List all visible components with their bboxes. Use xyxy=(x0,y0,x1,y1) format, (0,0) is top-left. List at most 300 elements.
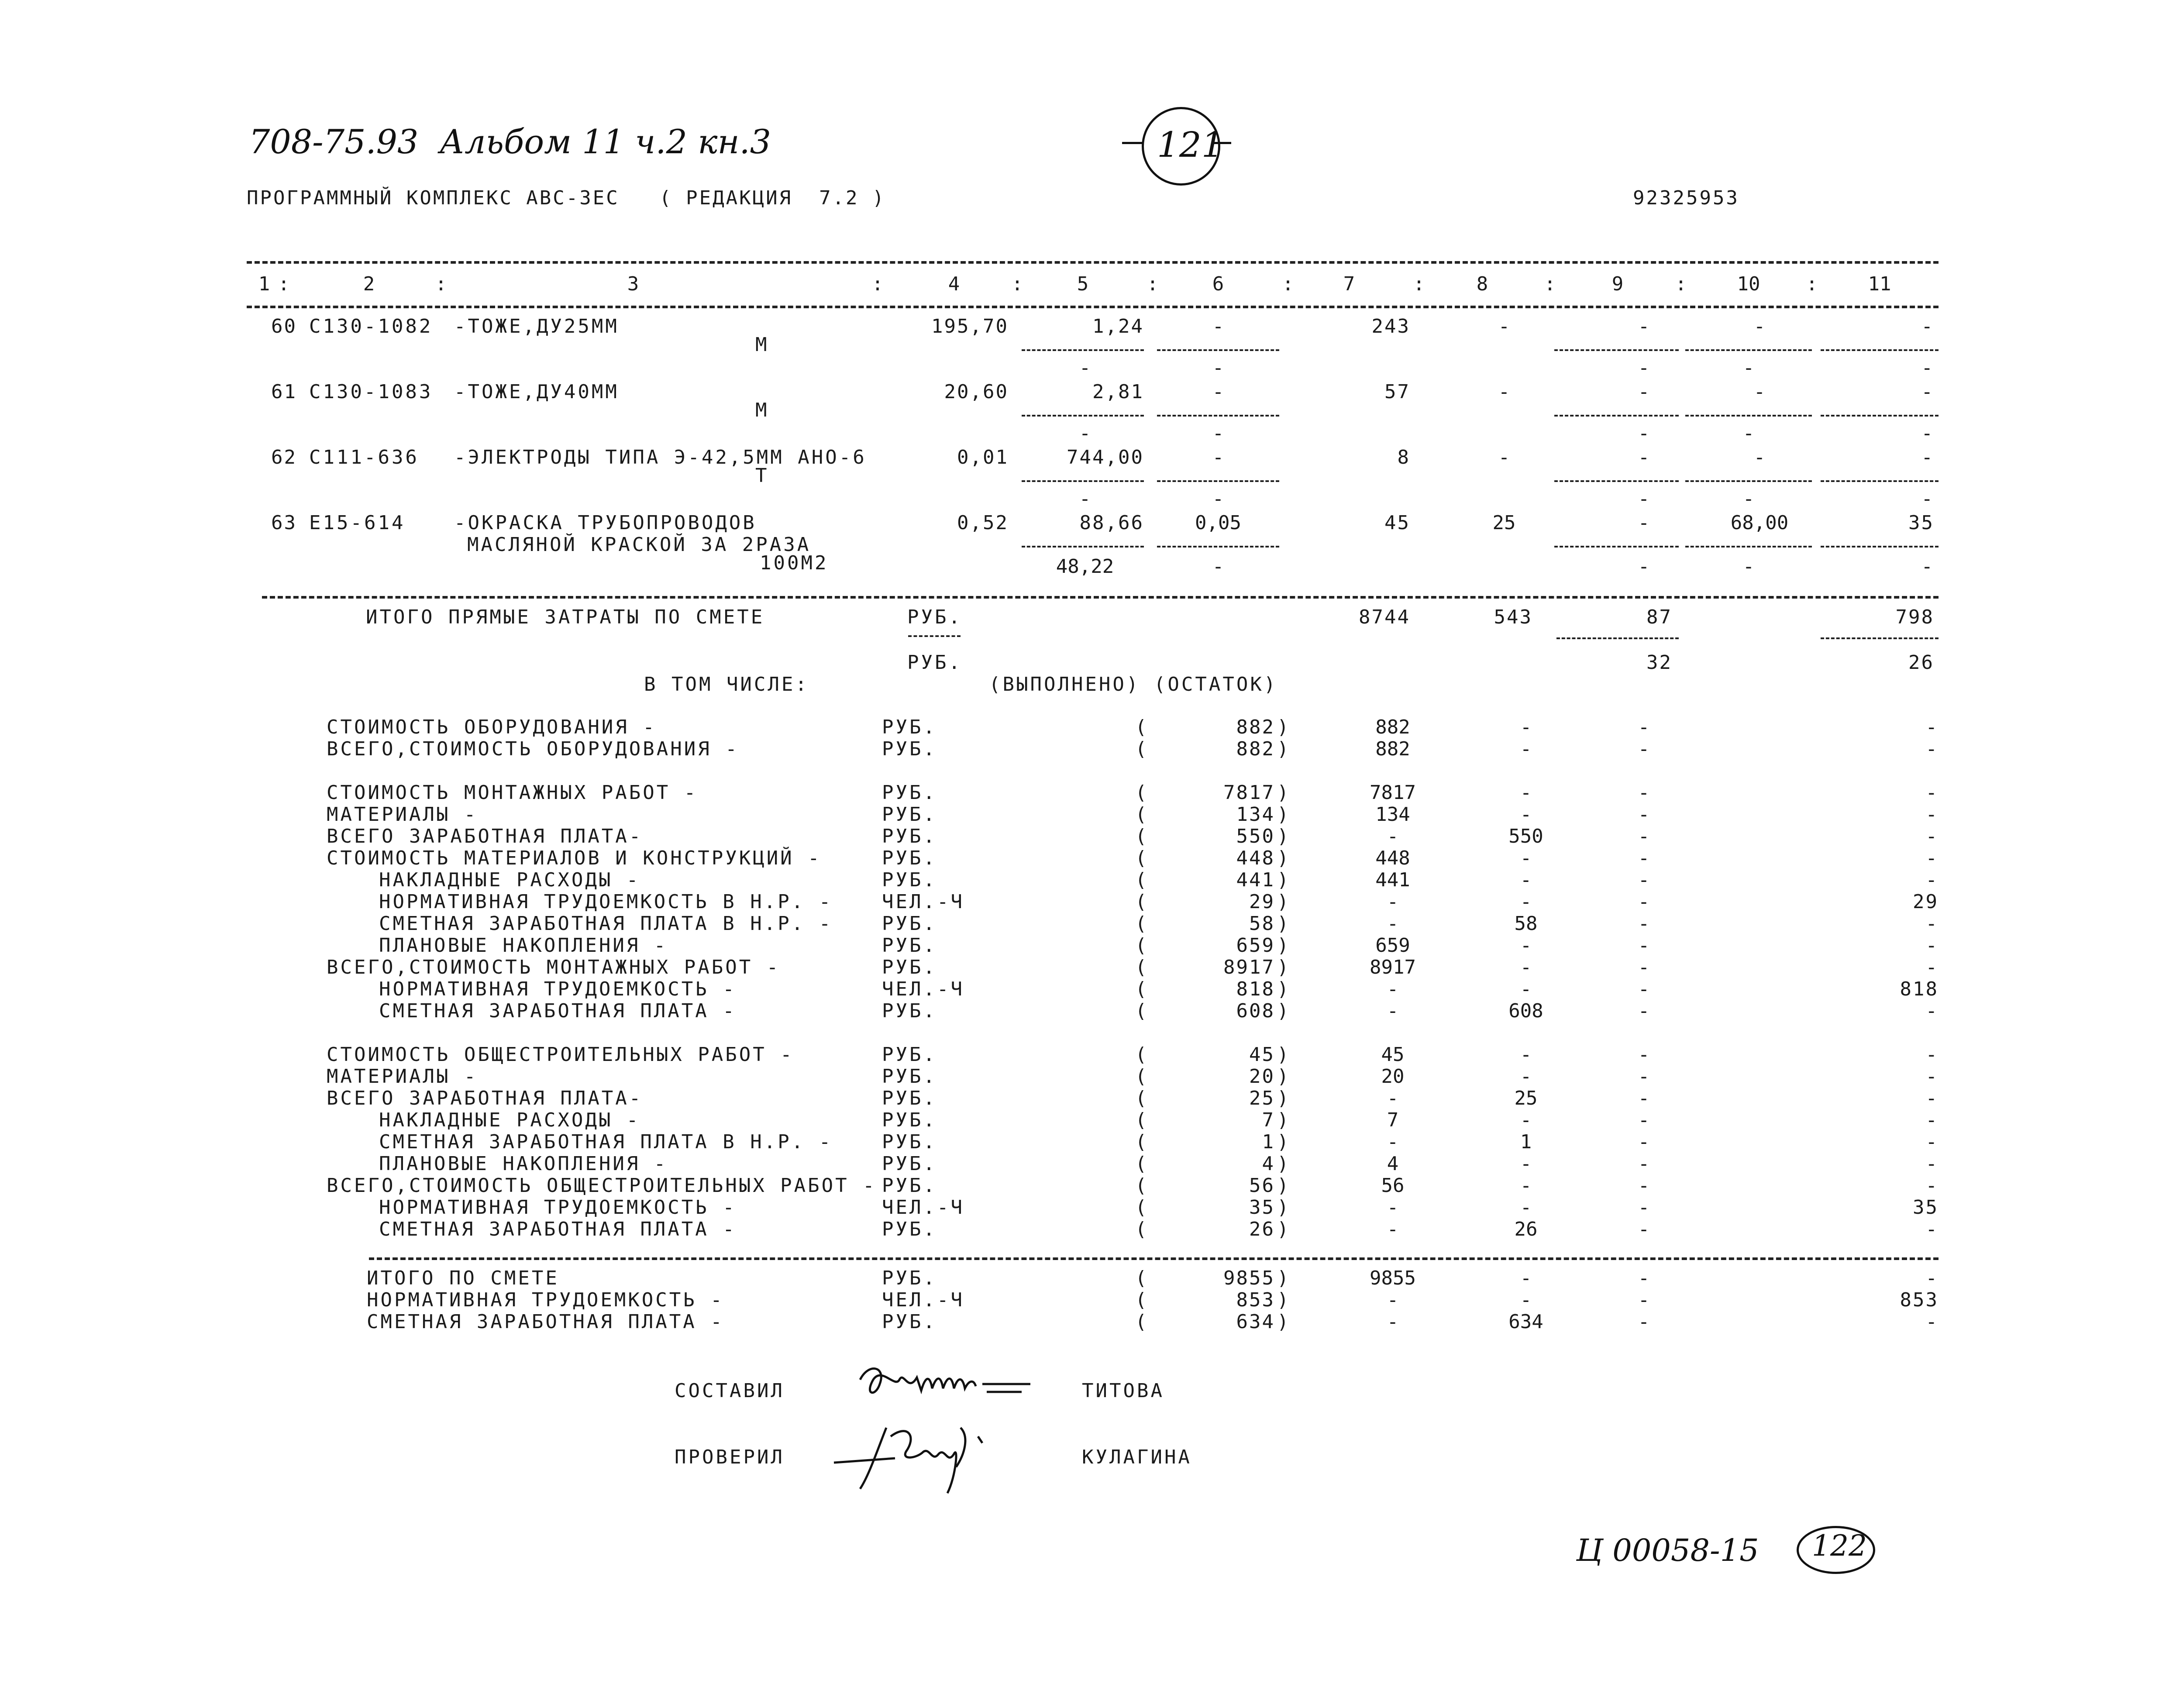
summary-col7: - xyxy=(1387,825,1399,847)
close-paren: ) xyxy=(1277,1065,1291,1088)
open-paren: ( xyxy=(1135,803,1149,826)
summary-value: 4 xyxy=(1262,1153,1275,1175)
summary-col7: - xyxy=(1387,978,1399,1000)
checked-name: КУЛАГИНА xyxy=(1082,1446,1192,1468)
open-paren: ( xyxy=(1135,913,1149,935)
summary-unit: РУБ. xyxy=(882,934,937,957)
sheet-number: 122 xyxy=(1812,1529,1867,1563)
row-name-line: -ЭЛЕКТРОДЫ ТИПА Э-42,5ММ АНО-6 xyxy=(454,446,867,468)
direct-costs-col9: 87 xyxy=(1646,606,1672,628)
summary-label: МАТЕРИАЛЫ - xyxy=(327,803,478,826)
close-paren: ) xyxy=(1277,1174,1291,1197)
open-paren: ( xyxy=(1135,1065,1149,1088)
summary-unit: РУБ. xyxy=(882,1311,937,1333)
row-col11-sub: - xyxy=(1921,555,1934,578)
summary-unit: РУБ. xyxy=(882,1109,937,1131)
summary-col7: 882 xyxy=(1375,716,1410,738)
column-separator: : xyxy=(1282,273,1294,295)
summary-col8: - xyxy=(1520,738,1532,760)
close-paren: ) xyxy=(1277,716,1291,738)
totals-col9-rule xyxy=(1556,637,1679,639)
summary-col7: - xyxy=(1387,1087,1399,1109)
row-code: Е15-614 xyxy=(309,512,406,534)
row-col9: - xyxy=(1638,512,1650,534)
row-col9-sub: - xyxy=(1638,488,1650,510)
summary-label: ИТОГО ПО СМЕТЕ xyxy=(367,1267,559,1289)
row-col6: - xyxy=(1212,381,1224,403)
open-paren: ( xyxy=(1135,738,1149,760)
summary-label: НОРМАТИВНАЯ ТРУДОЕМКОСТЬ - xyxy=(379,1196,737,1219)
row-quantity: 20,60 xyxy=(944,381,1009,403)
summary-col8: 608 xyxy=(1508,1000,1543,1022)
open-paren: ( xyxy=(1135,956,1149,978)
row-sub-rule xyxy=(1022,480,1144,482)
open-paren: ( xyxy=(1135,1311,1149,1333)
column-separator: : xyxy=(278,273,290,295)
column-separator: : xyxy=(1011,273,1023,295)
summary-unit: РУБ. xyxy=(882,913,937,935)
row-col5-sub: - xyxy=(1079,357,1091,379)
summary-col9: - xyxy=(1638,1043,1650,1066)
summary-col9: - xyxy=(1638,1153,1650,1175)
summary-value: 7 xyxy=(1262,1109,1275,1131)
summary-col11: - xyxy=(1925,782,1939,804)
table-top-rule xyxy=(247,261,1939,264)
summary-col8: - xyxy=(1520,1043,1532,1066)
row-sub-rule xyxy=(1157,349,1279,351)
compiled-label: СОСТАВИЛ xyxy=(675,1380,785,1402)
summary-col11: - xyxy=(1925,738,1939,760)
summary-col7: 448 xyxy=(1375,847,1410,869)
totals-col11-rule xyxy=(1821,637,1939,639)
column-separator: : xyxy=(1675,273,1687,295)
row-sub-rule xyxy=(1554,415,1679,417)
open-paren: ( xyxy=(1135,1153,1149,1175)
summary-value: 45 xyxy=(1249,1043,1275,1066)
summary-value: 882 xyxy=(1236,738,1275,760)
summary-col8: 550 xyxy=(1508,825,1543,847)
summary-value: 882 xyxy=(1236,716,1275,738)
row-col6: - xyxy=(1212,315,1224,337)
row-col6-sub: - xyxy=(1212,357,1224,379)
open-paren: ( xyxy=(1135,978,1149,1000)
open-paren: ( xyxy=(1135,891,1149,913)
row-sub-rule xyxy=(1554,349,1679,351)
open-paren: ( xyxy=(1135,716,1149,738)
column-header-10: 10 xyxy=(1737,273,1760,295)
open-paren: ( xyxy=(1135,1196,1149,1219)
column-separator: : xyxy=(1544,273,1556,295)
summary-label: СМЕТНАЯ ЗАРАБОТНАЯ ПЛАТА - xyxy=(379,1218,737,1240)
close-paren: ) xyxy=(1277,1289,1291,1311)
row-col5-sub: - xyxy=(1079,488,1091,510)
summary-col8: - xyxy=(1520,847,1532,869)
row-sub-rule xyxy=(1554,480,1679,482)
summary-col7: 20 xyxy=(1381,1065,1405,1088)
row-unit-price: 2,81 xyxy=(1092,381,1144,403)
row-name-line: М xyxy=(755,399,769,421)
summary-col11: - xyxy=(1925,825,1939,847)
page-number-dash-left xyxy=(1122,142,1144,144)
summary-col11: - xyxy=(1925,1174,1939,1197)
summary-col7: 9855 xyxy=(1370,1267,1416,1289)
summary-col8: - xyxy=(1520,716,1532,738)
open-paren: ( xyxy=(1135,1109,1149,1131)
row-name-line: -ОКРАСКА ТРУБОПРОВОДОВ xyxy=(454,512,757,534)
summary-value: 853 xyxy=(1236,1289,1275,1311)
summary-col7: 45 xyxy=(1381,1043,1405,1066)
summary-col8: 634 xyxy=(1508,1311,1543,1333)
summary-value: 441 xyxy=(1236,869,1275,891)
summary-value: 8917 xyxy=(1223,956,1275,978)
close-paren: ) xyxy=(1277,956,1291,978)
column-separator: : xyxy=(1806,273,1818,295)
summary-col11: 29 xyxy=(1913,891,1939,913)
summary-label: НОРМАТИВНАЯ ТРУДОЕМКОСТЬ - xyxy=(367,1289,724,1311)
row-number: 60 xyxy=(271,315,297,337)
summary-label: ВСЕГО ЗАРАБОТНАЯ ПЛАТА- xyxy=(327,1087,643,1109)
summary-col11: - xyxy=(1925,1043,1939,1066)
summary-unit: РУБ. xyxy=(882,782,937,804)
row-unit-price: 1,24 xyxy=(1092,315,1144,337)
summary-col7: 56 xyxy=(1381,1174,1405,1197)
summary-col9: - xyxy=(1638,1174,1650,1197)
done-remaining-label: (ВЫПОЛНЕНО) (ОСТАТОК) xyxy=(989,673,1278,696)
summary-label: СТОИМОСТЬ МОНТАЖНЫХ РАБОТ - xyxy=(327,782,698,804)
summary-end-rule xyxy=(369,1257,1939,1260)
summary-col7: - xyxy=(1387,891,1399,913)
summary-col9: - xyxy=(1638,891,1650,913)
summary-col8: 25 xyxy=(1514,1087,1538,1109)
row-sub-rule xyxy=(1685,480,1812,482)
summary-col8: - xyxy=(1520,1196,1532,1219)
summary-col9: - xyxy=(1638,1289,1650,1311)
close-paren: ) xyxy=(1277,891,1291,913)
row-sub-rule xyxy=(1821,415,1939,417)
summary-unit: ЧЕЛ.-Ч xyxy=(882,978,964,1000)
document-code: 92325953 xyxy=(1633,187,1739,209)
row-code: С130-1083 xyxy=(309,381,433,403)
column-header-8: 8 xyxy=(1476,273,1488,295)
summary-col11: - xyxy=(1925,1153,1939,1175)
summary-value: 35 xyxy=(1249,1196,1275,1219)
row-col11-sub: - xyxy=(1921,357,1934,379)
summary-label: СТОИМОСТЬ МАТЕРИАЛОВ И КОНСТРУКЦИЙ - xyxy=(327,847,822,869)
summary-col11: 35 xyxy=(1913,1196,1939,1219)
summary-unit: РУБ. xyxy=(882,716,937,738)
open-paren: ( xyxy=(1135,1289,1149,1311)
summary-col8: 26 xyxy=(1514,1218,1538,1240)
open-paren: ( xyxy=(1135,1267,1149,1289)
row-sub-rule xyxy=(1157,415,1279,417)
checked-signature xyxy=(830,1410,1013,1498)
column-header-9: 9 xyxy=(1611,273,1624,295)
summary-col9: - xyxy=(1638,738,1650,760)
close-paren: ) xyxy=(1277,1153,1291,1175)
summary-value: 659 xyxy=(1236,934,1275,957)
row-number: 63 xyxy=(271,512,297,534)
row-col10-sub: - xyxy=(1742,555,1755,578)
row-col11: - xyxy=(1921,446,1934,468)
row-col8: - xyxy=(1498,315,1510,337)
summary-col9: - xyxy=(1638,1311,1650,1333)
row-col6-sub: - xyxy=(1212,422,1224,444)
summary-unit: РУБ. xyxy=(882,847,937,869)
row-sub-rule xyxy=(1821,349,1939,351)
close-paren: ) xyxy=(1277,738,1291,760)
close-paren: ) xyxy=(1277,1109,1291,1131)
summary-col8: - xyxy=(1520,869,1532,891)
column-separator: : xyxy=(871,273,884,295)
row-name-line: М xyxy=(755,334,769,356)
summary-col11: - xyxy=(1925,1109,1939,1131)
summary-value: 26 xyxy=(1249,1218,1275,1240)
summary-col8: - xyxy=(1520,1267,1532,1289)
summary-unit: ЧЕЛ.-Ч xyxy=(882,1289,964,1311)
row-col5-sub: - xyxy=(1079,422,1091,444)
direct-costs-col11: 798 xyxy=(1895,606,1934,628)
summary-label: СМЕТНАЯ ЗАРАБОТНАЯ ПЛАТА - xyxy=(379,1000,737,1022)
row-col10: - xyxy=(1753,381,1766,403)
row-col11-sub: - xyxy=(1921,488,1934,510)
summary-col9: - xyxy=(1638,978,1650,1000)
summary-unit: РУБ. xyxy=(882,1153,937,1175)
row-sub-rule xyxy=(1157,480,1279,482)
summary-col8: - xyxy=(1520,956,1532,978)
column-header-4: 4 xyxy=(948,273,960,295)
row-col7: 243 xyxy=(1371,315,1410,337)
row-sub-rule xyxy=(1685,546,1812,548)
summary-col8: - xyxy=(1520,891,1532,913)
summary-unit: РУБ. xyxy=(882,1000,937,1022)
summary-label: НОРМАТИВНАЯ ТРУДОЕМКОСТЬ - xyxy=(379,978,737,1000)
row-col11: 35 xyxy=(1908,512,1934,534)
row-number: 62 xyxy=(271,446,297,468)
row-col6: 0,05 xyxy=(1195,512,1241,534)
row-unit-price: 744,00 xyxy=(1067,446,1144,468)
open-paren: ( xyxy=(1135,869,1149,891)
rows-end-rule xyxy=(262,596,1939,599)
row-col9-sub: - xyxy=(1638,422,1650,444)
close-paren: ) xyxy=(1277,1000,1291,1022)
compiled-signature xyxy=(856,1353,1039,1415)
summary-col11: - xyxy=(1925,934,1939,957)
row-col10-sub: - xyxy=(1742,422,1755,444)
summary-col8: - xyxy=(1520,1289,1532,1311)
summary-col7: 659 xyxy=(1375,934,1410,957)
summary-col9: - xyxy=(1638,847,1650,869)
summary-col7: - xyxy=(1387,1196,1399,1219)
close-paren: ) xyxy=(1277,803,1291,826)
column-separator: : xyxy=(435,273,447,295)
summary-col8: 58 xyxy=(1514,913,1538,935)
open-paren: ( xyxy=(1135,1131,1149,1153)
including-label: В ТОМ ЧИСЛЕ: xyxy=(644,673,809,696)
summary-col7: 7 xyxy=(1387,1109,1399,1131)
row-name-line: -ТОЖЕ,ДУ25ММ xyxy=(454,315,619,337)
row-name-line: 100М2 xyxy=(760,552,829,574)
summary-col9: - xyxy=(1638,716,1650,738)
summary-col7: 134 xyxy=(1375,803,1410,826)
summary-col11: - xyxy=(1925,1000,1939,1022)
close-paren: ) xyxy=(1277,1087,1291,1109)
summary-label: ВСЕГО,СТОИМОСТЬ ОБОРУДОВАНИЯ - xyxy=(327,738,739,760)
row-col10: - xyxy=(1753,315,1766,337)
summary-label: СМЕТНАЯ ЗАРАБОТНАЯ ПЛАТА - xyxy=(367,1311,724,1333)
summary-col8: - xyxy=(1520,1153,1532,1175)
column-header-2: 2 xyxy=(363,273,375,295)
summary-value: 448 xyxy=(1236,847,1275,869)
summary-col7: - xyxy=(1387,913,1399,935)
close-paren: ) xyxy=(1277,978,1291,1000)
row-col6: - xyxy=(1212,446,1224,468)
close-paren: ) xyxy=(1277,913,1291,935)
summary-value: 608 xyxy=(1236,1000,1275,1022)
summary-label: СМЕТНАЯ ЗАРАБОТНАЯ ПЛАТА В Н.Р. - xyxy=(379,913,833,935)
summary-col7: - xyxy=(1387,1311,1399,1333)
open-paren: ( xyxy=(1135,782,1149,804)
row-col9: - xyxy=(1638,381,1650,403)
row-col8: 25 xyxy=(1492,512,1516,534)
summary-col7: - xyxy=(1387,1218,1399,1240)
summary-label: ВСЕГО ЗАРАБОТНАЯ ПЛАТА- xyxy=(327,825,643,847)
row-col7: 45 xyxy=(1384,512,1410,534)
close-paren: ) xyxy=(1277,1196,1291,1219)
close-paren: ) xyxy=(1277,1218,1291,1240)
summary-value: 58 xyxy=(1249,913,1275,935)
open-paren: ( xyxy=(1135,1174,1149,1197)
summary-col11: - xyxy=(1925,1218,1939,1240)
summary-col11: - xyxy=(1925,869,1939,891)
row-col11-sub: - xyxy=(1921,422,1934,444)
row-code: С111-636 xyxy=(309,446,419,468)
direct-costs-label: ИТОГО ПРЯМЫЕ ЗАТРАТЫ ПО СМЕТЕ xyxy=(366,606,765,628)
summary-col8: - xyxy=(1520,803,1532,826)
summary-col9: - xyxy=(1638,1000,1650,1022)
direct-costs-col7: 8744 xyxy=(1359,606,1410,628)
close-paren: ) xyxy=(1277,1267,1291,1289)
row-sub-rule xyxy=(1821,480,1939,482)
row-quantity: 0,52 xyxy=(957,512,1009,534)
row-col5-sub: 48,22 xyxy=(1056,555,1114,578)
summary-col11: - xyxy=(1925,1311,1939,1333)
summary-label: НАКЛАДНЫЕ РАСХОДЫ - xyxy=(379,869,640,891)
summary-col7: 441 xyxy=(1375,869,1410,891)
close-paren: ) xyxy=(1277,934,1291,957)
row-sub-rule xyxy=(1022,349,1144,351)
summary-col11: - xyxy=(1925,956,1939,978)
column-header-rule xyxy=(247,306,1939,308)
row-sub-rule xyxy=(1685,415,1812,417)
summary-col9: - xyxy=(1638,1065,1650,1088)
summary-col11: - xyxy=(1925,1087,1939,1109)
row-col8: - xyxy=(1498,381,1510,403)
open-paren: ( xyxy=(1135,847,1149,869)
summary-unit: ЧЕЛ.-Ч xyxy=(882,891,964,913)
row-sub-rule xyxy=(1685,349,1812,351)
summary-label: НОРМАТИВНАЯ ТРУДОЕМКОСТЬ В Н.Р. - xyxy=(379,891,833,913)
summary-value: 25 xyxy=(1249,1087,1275,1109)
row-col6-sub: - xyxy=(1212,555,1224,578)
row-col9: - xyxy=(1638,446,1650,468)
summary-col11: - xyxy=(1925,1131,1939,1153)
summary-col9: - xyxy=(1638,956,1650,978)
close-paren: ) xyxy=(1277,782,1291,804)
summary-unit: РУБ. xyxy=(882,956,937,978)
row-quantity: 195,70 xyxy=(931,315,1009,337)
row-col6-sub: - xyxy=(1212,488,1224,510)
summary-label: СТОИМОСТЬ ОБЩЕСТРОИТЕЛЬНЫХ РАБОТ - xyxy=(327,1043,794,1066)
summary-value: 1 xyxy=(1262,1131,1275,1153)
summary-col7: 4 xyxy=(1387,1153,1399,1175)
summary-label: МАТЕРИАЛЫ - xyxy=(327,1065,478,1088)
column-header-5: 5 xyxy=(1077,273,1089,295)
summary-col7: - xyxy=(1387,1131,1399,1153)
row-col11: - xyxy=(1921,381,1934,403)
column-header-7: 7 xyxy=(1343,273,1355,295)
summary-col11: - xyxy=(1925,847,1939,869)
summary-label: СТОИМОСТЬ ОБОРУДОВАНИЯ - xyxy=(327,716,657,738)
compiled-name: ТИТОВА xyxy=(1082,1380,1164,1402)
summary-value: 9855 xyxy=(1223,1267,1275,1289)
open-paren: ( xyxy=(1135,1043,1149,1066)
row-col10: - xyxy=(1753,446,1766,468)
row-sub-rule xyxy=(1554,546,1679,548)
summary-unit: РУБ. xyxy=(882,825,937,847)
summary-col11: - xyxy=(1925,913,1939,935)
summary-col11: - xyxy=(1925,1267,1939,1289)
summary-col11: 818 xyxy=(1900,978,1939,1000)
open-paren: ( xyxy=(1135,825,1149,847)
column-separator: : xyxy=(1413,273,1425,295)
summary-col7: - xyxy=(1387,1000,1399,1022)
summary-value: 7817 xyxy=(1223,782,1275,804)
summary-col7: - xyxy=(1387,1289,1399,1311)
summary-label: НАКЛАДНЫЕ РАСХОДЫ - xyxy=(379,1109,640,1131)
open-paren: ( xyxy=(1135,1000,1149,1022)
summary-unit: РУБ. xyxy=(882,1174,937,1197)
row-quantity: 0,01 xyxy=(957,446,1009,468)
summary-label: ВСЕГО,СТОИМОСТЬ ОБЩЕСТРОИТЕЛЬНЫХ РАБОТ - xyxy=(327,1174,877,1197)
handwritten-reference: 708-75.93 Альбом 11 ч.2 кн.3 xyxy=(249,122,771,161)
summary-value: 134 xyxy=(1236,803,1275,826)
summary-unit: РУБ. xyxy=(882,869,937,891)
summary-col9: - xyxy=(1638,934,1650,957)
summary-col9: - xyxy=(1638,1267,1650,1289)
open-paren: ( xyxy=(1135,1218,1149,1240)
summary-col8: - xyxy=(1520,782,1532,804)
summary-col7: 7817 xyxy=(1370,782,1416,804)
summary-unit: ЧЕЛ.-Ч xyxy=(882,1196,964,1219)
column-header-1: 1 xyxy=(258,273,270,295)
summary-col8: - xyxy=(1520,1109,1532,1131)
direct-costs-col11-2: 26 xyxy=(1908,651,1934,674)
summary-value: 29 xyxy=(1249,891,1275,913)
direct-costs-col9-2: 32 xyxy=(1646,651,1672,674)
summary-unit: РУБ. xyxy=(882,1218,937,1240)
summary-value: 634 xyxy=(1236,1311,1275,1333)
summary-unit: РУБ. xyxy=(882,1131,937,1153)
summary-col9: - xyxy=(1638,913,1650,935)
row-col9: - xyxy=(1638,315,1650,337)
close-paren: ) xyxy=(1277,847,1291,869)
summary-col8: 1 xyxy=(1520,1131,1532,1153)
summary-value: 20 xyxy=(1249,1065,1275,1088)
row-col10-sub: - xyxy=(1742,488,1755,510)
summary-value: 550 xyxy=(1236,825,1275,847)
summary-col9: - xyxy=(1638,869,1650,891)
column-header-11: 11 xyxy=(1868,273,1891,295)
